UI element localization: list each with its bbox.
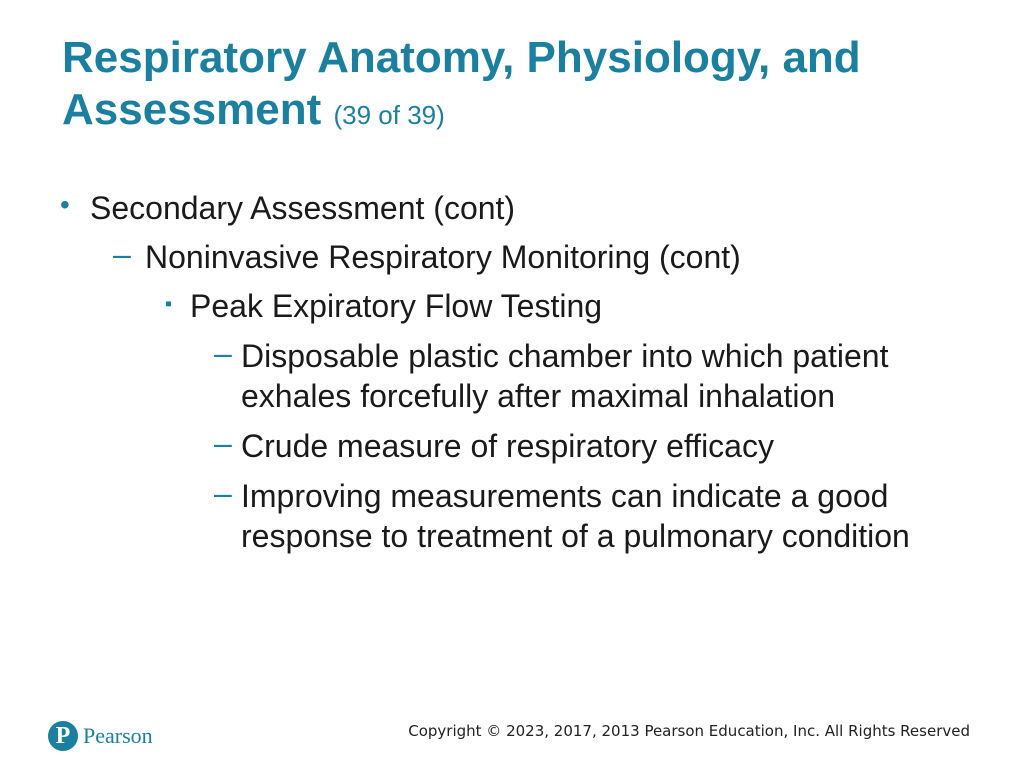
bullet-level2-text: Noninvasive Respiratory Monitoring (cont) <box>145 239 741 275</box>
title-main: Respiratory Anatomy, Physiology, and Assessment <box>62 33 861 134</box>
bullet-square-icon: ▪ <box>165 293 173 315</box>
bullet-level4-text: Improving measurements can indicate a good response to treatment of a pulmonary condition <box>241 478 910 554</box>
pearson-logo-wordmark: Pearson <box>83 723 153 748</box>
copyright-notice: Copyright © 2023, 2017, 2013 Pearson Education, Inc. All Rights Reserved <box>408 722 970 740</box>
bullet-dash-icon: – <box>214 425 232 461</box>
bullet-level4-text: Crude measure of respiratory efficacy <box>241 428 774 464</box>
title-slide-count: (39 of 39) <box>333 100 445 130</box>
slide-title <box>62 32 962 141</box>
bullet-level4-text: Disposable plastic chamber into which patient exhales forcefully after maximal inhalation <box>241 338 889 414</box>
bullet-dash-icon: – <box>214 475 232 511</box>
pearson-logo <box>48 718 153 754</box>
bullet-dot-icon: • <box>60 189 70 220</box>
bullet-level1-text: Secondary Assessment (cont) <box>90 190 516 226</box>
bullet-dash-icon: – <box>214 335 232 371</box>
bullet-dash-icon: – <box>113 236 131 272</box>
bullet-level3-text: Peak Expiratory Flow Testing <box>190 288 603 324</box>
pearson-logo-icon: P <box>48 721 78 751</box>
